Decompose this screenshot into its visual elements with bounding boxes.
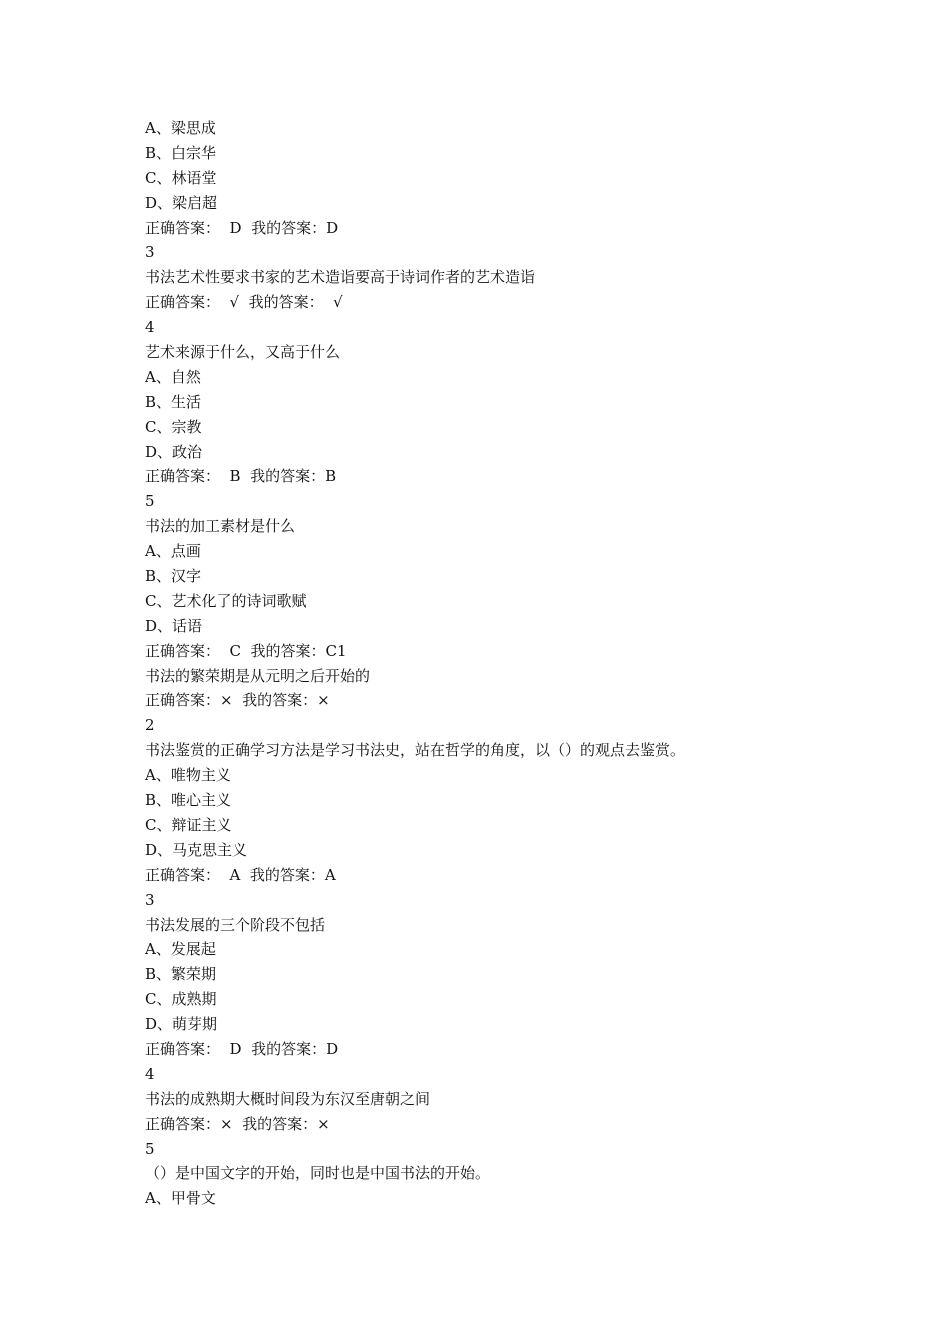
option-line: D、马克思主义 bbox=[145, 840, 248, 859]
option-line: B、唯心主义 bbox=[145, 791, 232, 810]
answer-line: 正确答案：× 我的答案：× bbox=[145, 1114, 330, 1133]
question-number: 3 bbox=[145, 243, 155, 262]
answer-line: 正确答案： B 我的答案：B bbox=[145, 467, 337, 486]
answer-line: 正确答案：× 我的答案：× bbox=[145, 691, 330, 710]
question-text: 书法的繁荣期是从元明之后开始的 bbox=[145, 666, 371, 685]
question-text: 书法鉴赏的正确学习方法是学习书法史，站在哲学的角度，以（）的观点去鉴赏。 bbox=[145, 741, 686, 760]
answer-line: 正确答案： D 我的答案：D bbox=[145, 1039, 339, 1058]
option-line: B、汉字 bbox=[145, 567, 202, 586]
option-line: D、梁启超 bbox=[145, 193, 218, 212]
question-number: 3 bbox=[145, 890, 155, 909]
option-line: D、政治 bbox=[145, 442, 203, 461]
option-line: D、话语 bbox=[145, 616, 203, 635]
question-text: 书法发展的三个阶段不包括 bbox=[145, 915, 326, 934]
question-number: 4 bbox=[145, 318, 155, 337]
option-line: A、发展起 bbox=[145, 940, 216, 959]
option-line: A、点画 bbox=[145, 542, 201, 561]
question-text: 书法艺术性要求书家的艺术造诣要高于诗词作者的艺术造诣 bbox=[145, 268, 536, 287]
option-line: C、辩证主义 bbox=[145, 815, 232, 834]
question-number: 4 bbox=[145, 1064, 155, 1083]
question-number: 2 bbox=[145, 716, 155, 735]
option-line: C、艺术化了的诗词歌赋 bbox=[145, 591, 307, 610]
option-line: A、梁思成 bbox=[145, 119, 216, 137]
question-text: 艺术来源于什么，又高于什么 bbox=[145, 343, 341, 362]
option-line: C、林语堂 bbox=[145, 168, 217, 187]
answer-line: 正确答案： √ 我的答案： √ bbox=[145, 293, 343, 312]
answer-line: 正确答案： D 我的答案：D bbox=[145, 218, 339, 237]
option-line: B、生活 bbox=[145, 392, 202, 411]
option-line: C、宗教 bbox=[145, 417, 202, 436]
option-line: B、白宗华 bbox=[145, 143, 217, 162]
option-line: D、萌芽期 bbox=[145, 1015, 218, 1034]
document-content bbox=[145, 116, 925, 1211]
option-line: C、成熟期 bbox=[145, 990, 217, 1009]
answer-line: 正确答案： C 我的答案：C1 bbox=[145, 641, 347, 660]
question-text: 书法的加工素材是什么 bbox=[145, 517, 296, 536]
question-text: 书法的成熟期大概时间段为东汉至唐朝之间 bbox=[145, 1089, 431, 1108]
option-line: A、甲骨文 bbox=[145, 1189, 216, 1208]
option-line: A、唯物主义 bbox=[145, 766, 231, 785]
question-text: （）是中国文字的开始，同时也是中国书法的开始。 bbox=[145, 1164, 491, 1183]
answer-line: 正确答案： A 我的答案：A bbox=[145, 865, 336, 884]
option-line: A、自然 bbox=[145, 367, 201, 386]
question-number: 5 bbox=[145, 492, 155, 511]
option-line: B、繁荣期 bbox=[145, 965, 217, 984]
question-number: 5 bbox=[145, 1139, 155, 1158]
